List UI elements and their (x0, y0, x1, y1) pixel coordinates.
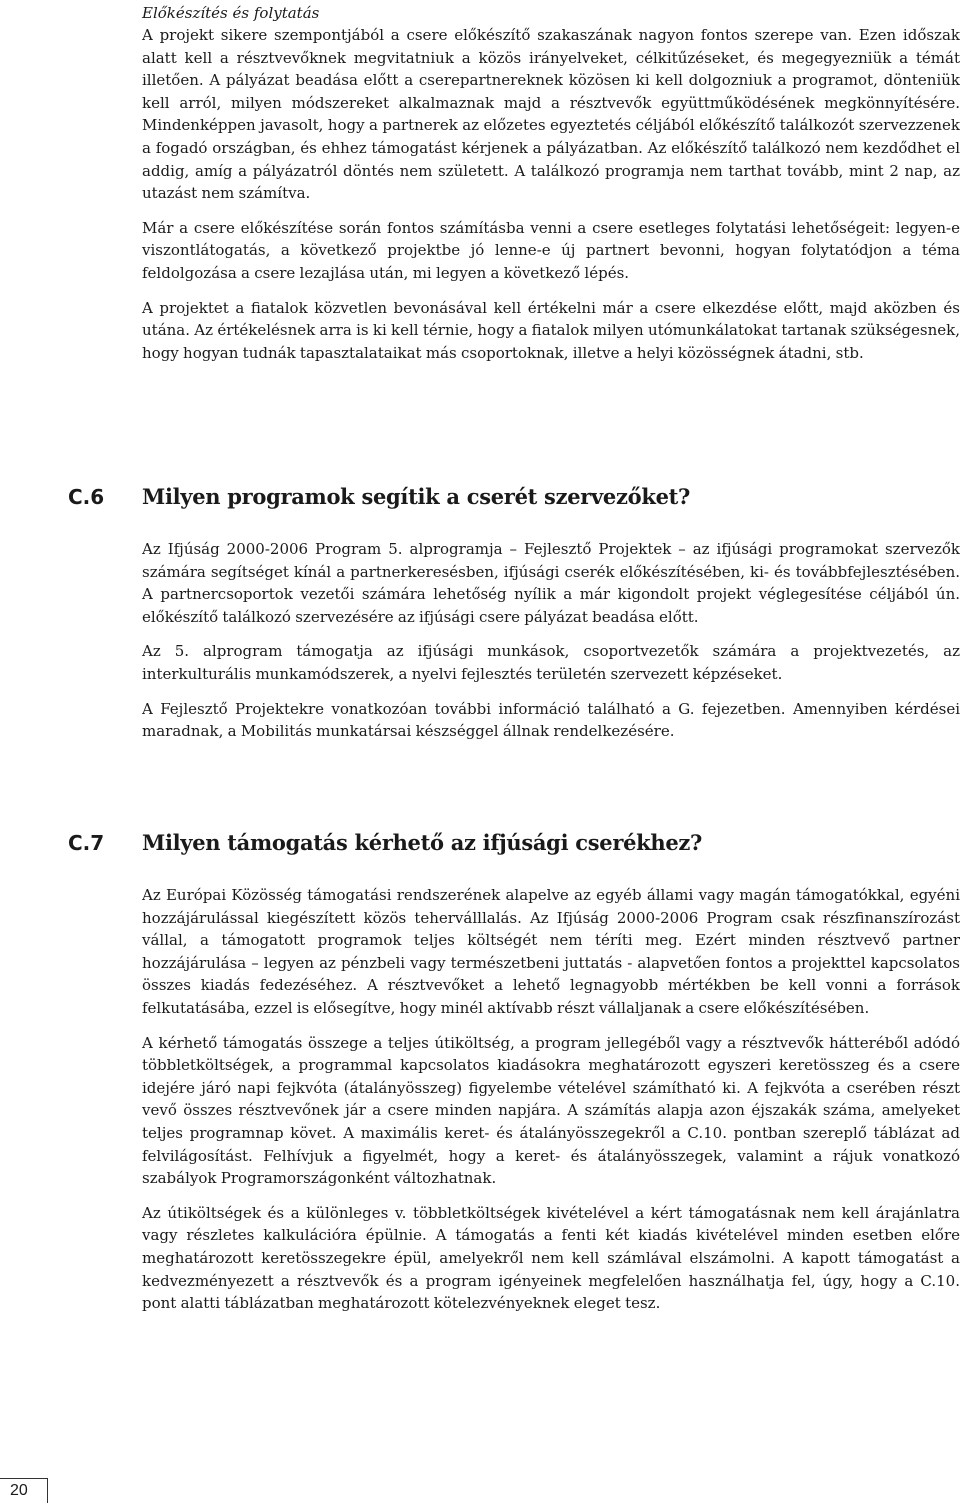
c6-paragraph-1: Az Ifjúság 2000-2006 Program 5. alprogramja – Fejlesztő Projektek – az ifjúsági programokat szervezők számára segítséget kínál a partnerkeresésben, ifjúsági cserék előkészítésében, ki- és továbbfejlesztésében. A partnercsoportok vezetői számára lehetőség nyílik a már kigondolt projekt véglegesítése céljából ún. előkészítő találkozó szervezésére az ifjúsági csere pályázat beadása előtt. (142, 540, 960, 626)
c7-paragraph-3: Az útiköltségek és a különleges v. többletköltségek kivételével a kért támogatásnak nem kell árajánlatra vagy részletes kalkulációra épülnie. A támogatás a fenti két kiadás kivételével minden esetben előre meghatározott keretösszegekre épül, amelyekről nem kell számlával elszámolni. A kapott támogatást a kedvezményezett a résztvevők és a program igényeinek megfelelően használhatja fel, úgy, hogy a C.10. pont alatti táblázatban meghatározott kötelezvényeknek eleget tesz. (142, 1203, 960, 1313)
footer-rule (0, 1478, 48, 1479)
section-number: C.6 (68, 485, 105, 509)
c7-paragraph-2: A kérhető támogatás összege a teljes útiköltség, a program jellegéből vagy a résztvevők hátteréből adódó többletköltségek, a programmal kapcsolatos kiadásokra meghatározott egyszeri keretösszeg és a csere idejére járó napi fejkvóta (átalányösszeg) figyelembe vételével számítható ki. A fejkvóta a cserében részt vevő összes résztvevőnek jár a csere minden napjára. A számítás alapja azon éjszakák száma, amelyeket teljes programnap követ. A maximális keret- és átalányösszegekről a C.10. pontban szereplő táblázat ad felvilágosítást. Felhívjuk a figyelmét, hogy a keret- és átalányösszegek, valamint a rájuk vonatkozó szabályok Programországonként változhatnak. (142, 1033, 960, 1188)
section-c7-body (142, 884, 960, 1327)
c7-paragraph-1: Az Európai Közösség támogatási rendszerének alapelve az egyéb állami vagy magán támogatókkal, egyéni hozzájárulással kiegészített közös teherválllalás. Az Ifjúság 2000-2006 Program csak részfinanszírozást vállal, a támogatott programok teljes költségét nem téríti meg. Ezért minden résztvevő partner hozzájárulása – legyen az pénzbeli vagy természetbeni juttatás - alapvetően fontos a projekttel kapcsolatos összes kiadás fedezéséhez. A résztvevőket a lehető legnagyobb mértékben be kell vonni a források felkutatásába, ezzel is elősegítve, hogy minél aktívabb részt vállaljanak a csere előkészítésében. (142, 886, 960, 1017)
intro-block (142, 0, 960, 376)
section-subheading: Előkészítés és folytatás (142, 4, 320, 22)
c6-paragraph-3: A Fejlesztő Projektekre vonatkozóan további információ található a G. fejezetben. Amennyiben kérdései maradnak, a Mobilitás munkatársai készséggel állnak rendelkezésére. (142, 699, 960, 741)
section-title: Milyen támogatás kérhető az ifjúsági cserékhez? (142, 830, 703, 855)
intro-paragraph-1: A projekt sikere szempontjából a csere előkészítő szakaszának nagyon fontos szerepe van. Ezen időszak alatt kell a résztvevőknek megvitatniuk a közös irányelveket, célkitűzéseket, és megegyezniük a témát illetően. A pályázat beadása előtt a cserepartnereknek közösen ki kell dolgozniuk a programot, dönteniük kell arról, milyen módszereket alkalmaznak majd a résztvevők együttműködésének megkönnyítésére. Mindenképpen javasolt, hogy a partnerek az előzetes egyeztetés céljából előkészítő találkozót szervezzenek a fogadó országban, és ehhez támogatást kérjenek a pályázatban. Az előkészítő találkozó nem kezdődhet el addig, amíg a pályázatról döntés nem született. A találkozó programja nem tarthat tovább, mint 2 nap, az utazást nem számítva. (142, 26, 960, 203)
page-number: 20 (10, 1482, 28, 1499)
section-c6-body (142, 538, 960, 755)
footer-divider (47, 1478, 48, 1503)
section-number: C.7 (68, 831, 105, 855)
intro-paragraph-3: A projektet a fiatalok közvetlen bevonásával kell értékelni már a csere elkezdése előtt, majd aközben és utána. Az értékelésnek arra is ki kell térnie, hogy a fiatalok milyen utómunkálatokat tartanak szükségesnek, hogy hogyan tudnák tapasztalataikat más csoportoknak, illetve a helyi közösségnek átadni, stb. (142, 298, 960, 362)
section-title: Milyen programok segítik a cserét szervezőket? (142, 484, 691, 509)
intro-paragraph-2: Már a csere előkészítése során fontos számításba venni a csere esetleges folytatási lehetőségeit: legyen-e viszontlátogatás, a következő projektbe jó lenne-e új partnert bevonni, hogyan folytatódjon a téma feldolgozása a csere lezajlása után, mi legyen a következő lépés. (142, 218, 960, 282)
c6-paragraph-2: Az 5. alprogram támogatja az ifjúsági munkások, csoportvezetők számára a projektvezetés, az interkulturális munkamódszerek, a nyelvi fejlesztés területén szervezett képzéseket. (142, 642, 960, 683)
